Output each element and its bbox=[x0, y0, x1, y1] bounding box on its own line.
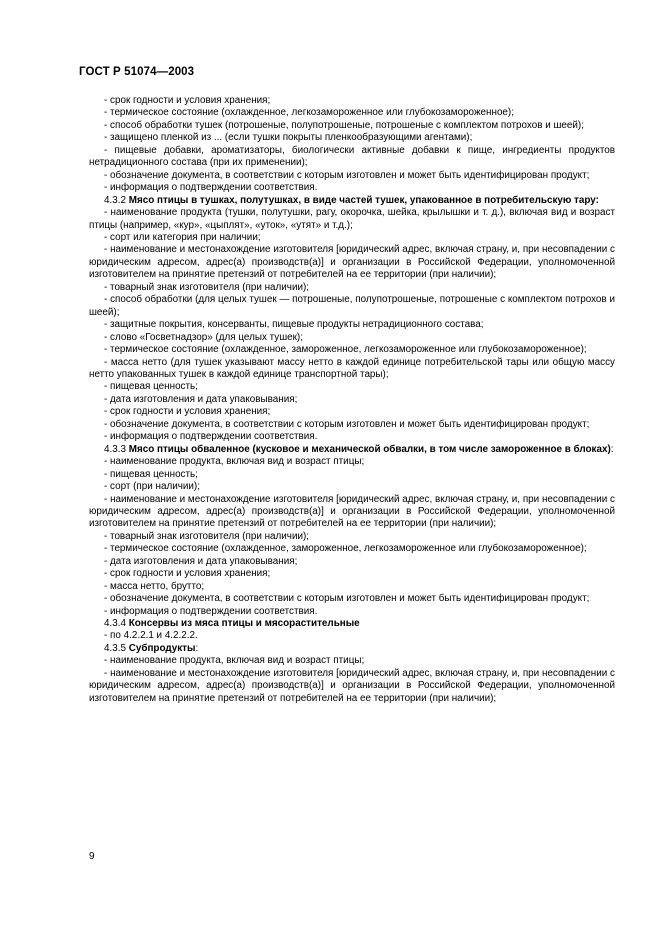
list-item: - дата изготовления и дата упаковывания; bbox=[104, 393, 298, 405]
list-item: - информация о подтверждении соответствия. bbox=[104, 605, 318, 617]
list-item: - термическое состояние (охлажденное, легкозамороженное или глубокозамороженное); bbox=[104, 107, 514, 119]
list-item: - обозначение документа, в соответствии с которым изготовлен и может быть идентифицирован продукт; bbox=[104, 169, 590, 181]
list-item: - пищевые добавки, ароматизаторы, биологически активные добавки к пище, ингредиенты продуктов нетрадиционного состава (при их применении); bbox=[89, 144, 615, 169]
list-item: - наименование и местонахождение изготовителя [юридический адрес, включая страну, и, при несовпадении с юридическим адресом, адрес(а) производств(а)] и организации в Российской Федерации, уполномоченной изготовителем на принятие претензий от потребителей на ее территории (при наличии); bbox=[89, 667, 615, 704]
list-item: - способ обработки (для целых тушек — потрошеные, полупотрошеные, потрошеные с комплектом потрохов и шеей); bbox=[89, 294, 615, 318]
list-item: - срок годности и условия хранения; bbox=[104, 406, 271, 418]
list-item: - срок годности и условия хранения; bbox=[104, 568, 271, 580]
section-heading bbox=[89, 195, 615, 207]
list-item: - по 4.2.2.1 и 4.2.2.2. bbox=[104, 630, 198, 642]
section-title: Мясо птицы в тушках, полутушках, в виде частей тушек, упакованное в потребительскую тару: bbox=[128, 194, 599, 206]
list-item: - наименование и местонахождение изготовителя [юридический адрес, включая страну, и, при несовпадении с юридическим адресом, адрес(а) производств(а)] и организации в Российской Федерации, уполномоченной изготовителем на принятие претензий от потребителей на ее территории (при наличии); bbox=[89, 493, 615, 530]
list-item: - информация о подтверждении соответствия. bbox=[104, 431, 318, 443]
section-title-suffix: : bbox=[610, 443, 614, 455]
list-item: - наименование и местонахождение изготовителя [юридический адрес, включая страну, и, при несовпадении с юридическим адресом, адрес(а) производств(а)] и организации в Российской Федерации, уполномоченной изготовителем на принятие претензий от потребителей на ее территории (при наличии); bbox=[89, 244, 615, 281]
list-item: - срок годности и условия хранения; bbox=[104, 95, 271, 106]
section-title: Консервы из мяса птицы и мясорастительные bbox=[128, 618, 360, 630]
section-heading bbox=[89, 618, 615, 630]
section-heading bbox=[89, 444, 615, 456]
section-title-suffix: : bbox=[195, 642, 199, 654]
list-item: - информация о подтверждении соответствия. bbox=[104, 182, 318, 194]
list-item: - защитные покрытия, консерванты, пищевые продукты нетрадиционного состава; bbox=[104, 319, 484, 331]
list-item: - пищевая ценность; bbox=[104, 468, 198, 480]
list-item: - сорт или категория при наличии; bbox=[104, 231, 261, 243]
list-item: - обозначение документа, в соответствии с которым изготовлен и может быть идентифицирован продукт; bbox=[104, 418, 590, 430]
section-number: 4.3.3 bbox=[104, 443, 129, 455]
list-item: - защищено пленкой из ... (если тушки покрыты пленкообразующими агентами); bbox=[104, 132, 473, 144]
page-number: 9 bbox=[89, 851, 95, 862]
list-item: - слово «Госветнадзор» (для целых тушек); bbox=[104, 331, 303, 343]
list-item: - сорт (при наличии); bbox=[104, 481, 200, 493]
list-item: - наименование продукта, включая вид и возраст птицы; bbox=[104, 655, 365, 667]
document-body bbox=[89, 95, 615, 705]
list-item: - пищевая ценность; bbox=[104, 381, 198, 393]
page-header: ГОСТ Р 51074—2003 bbox=[79, 66, 195, 78]
section-number: 4.3.5 bbox=[104, 642, 129, 654]
section-number: 4.3.4 bbox=[104, 618, 129, 630]
section-number: 4.3.2 bbox=[104, 194, 129, 206]
list-item: - способ обработки тушек (потрошеные, полупотрошеные, потрошеные с комплектом потрохов и шеей); bbox=[104, 119, 584, 131]
section-title: Субпродукты bbox=[128, 642, 196, 654]
list-item: - масса нетто, брутто; bbox=[104, 580, 205, 592]
section-heading bbox=[89, 643, 615, 655]
list-item: - термическое состояние (охлажденное, замороженное, легкозамороженное или глубокозамороженное); bbox=[104, 543, 587, 555]
list-item: - товарный знак изготовителя (при наличии); bbox=[104, 530, 310, 542]
list-item: - наименование продукта (тушки, полутушки, рагу, окорочка, шейка, крылышки и т. д.), включая вид и возраст птицы (например, «кур», «цыплят», «уток», «утят» и т.д.); bbox=[89, 207, 615, 231]
list-item: - масса нетто (для тушек указывают массу нетто в каждой единице потребительской тары или общую массу нетто упакованных тушек в каждой единице транспортной тары); bbox=[89, 356, 615, 380]
list-item: - наименование продукта, включая вид и возраст птицы; bbox=[104, 456, 365, 468]
list-item: - термическое состояние (охлажденное, замороженное, легкозамороженное или глубокозамороженное); bbox=[104, 344, 587, 356]
list-item: - обозначение документа, в соответствии с которым изготовлен и может быть идентифицирован продукт; bbox=[104, 593, 590, 605]
list-item: - дата изготовления и дата упаковывания; bbox=[104, 555, 298, 567]
section-title: Мясо птицы обваленное (кусковое и механической обвалки, в том числе замороженное в блоках) bbox=[128, 443, 611, 455]
list-item: - товарный знак изготовителя (при наличии); bbox=[104, 281, 310, 293]
